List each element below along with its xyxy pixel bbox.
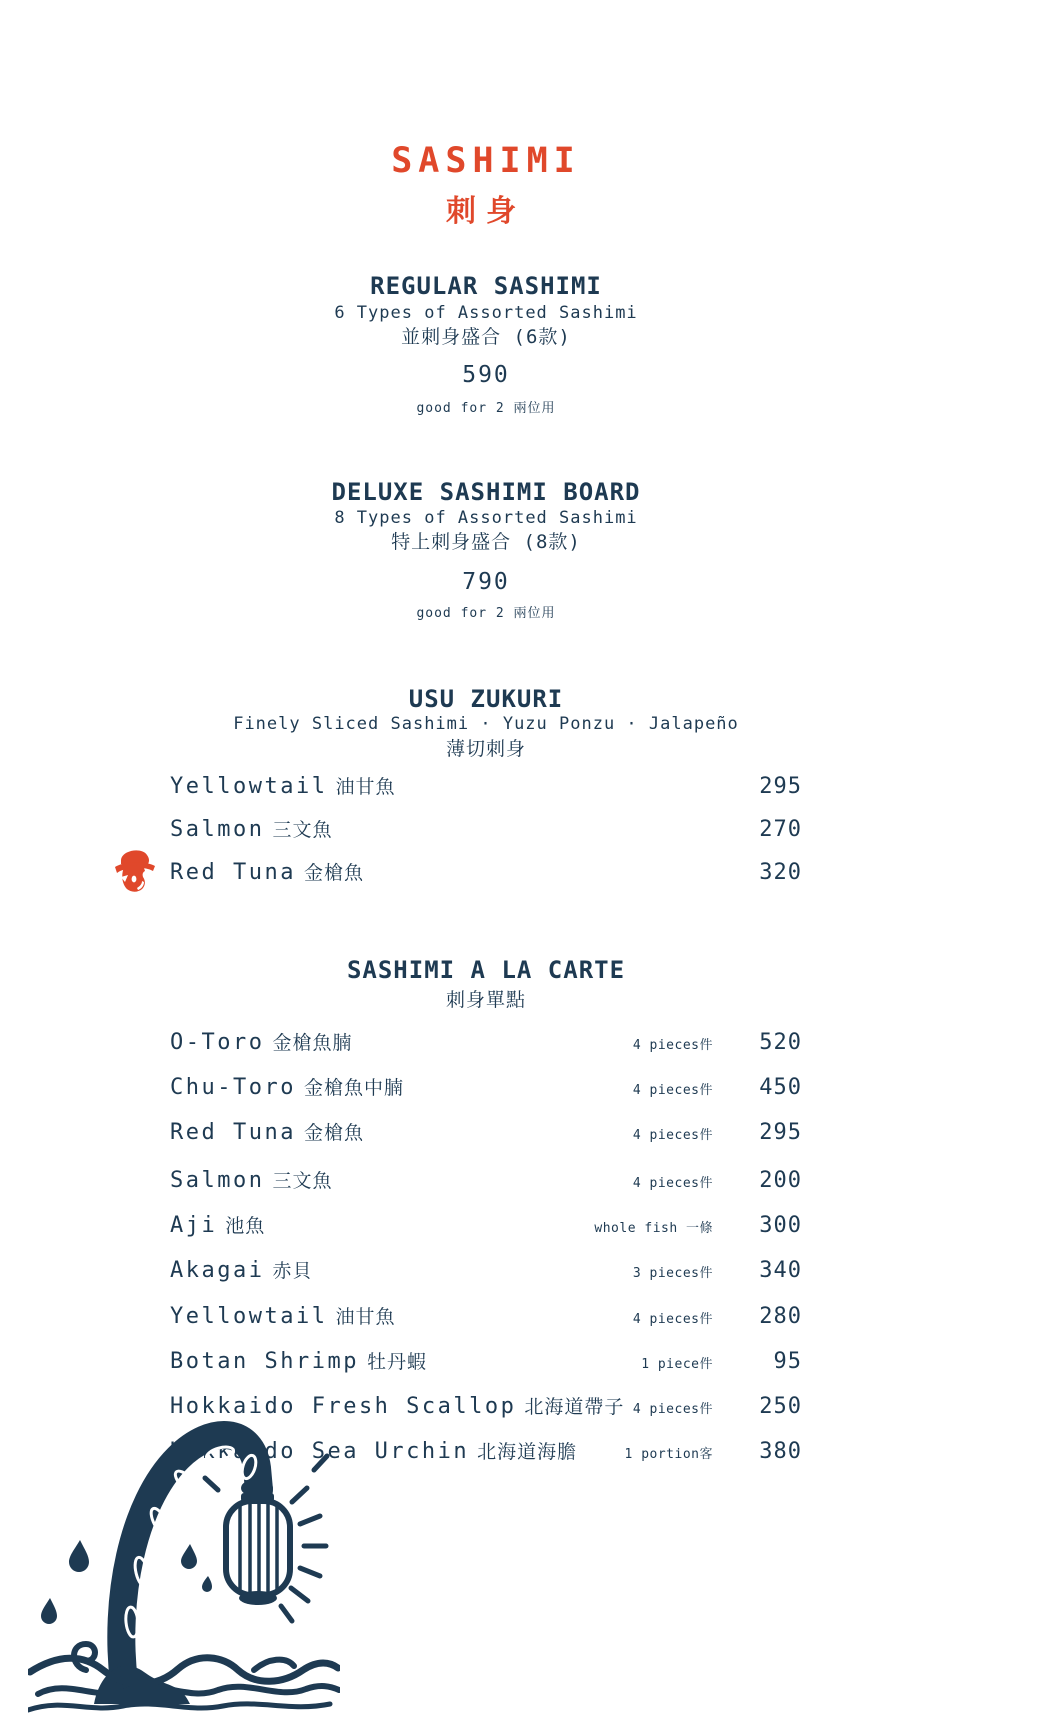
item-price: 450	[759, 1075, 802, 1100]
item-name-en: Chu-Toro	[170, 1075, 296, 1100]
menu-item-akagai	[170, 1256, 802, 1283]
item-name-en: Salmon	[170, 1168, 265, 1193]
item-name-en: Akagai	[170, 1258, 265, 1283]
item-unit: 4 pieces件	[632, 1038, 713, 1053]
section-deluxe-subtitle: 8 Types of Assorted Sashimi	[334, 508, 638, 528]
item-name-en: Red Tuna	[170, 860, 296, 885]
item-price: 300	[759, 1213, 802, 1238]
item-name-en: Hokkaido Sea Urchin	[170, 1439, 470, 1464]
item-price: 295	[759, 774, 802, 799]
item-name	[170, 1211, 594, 1238]
item-name-cjk: 池魚	[225, 1215, 266, 1237]
item-name	[170, 1347, 641, 1374]
item-name-cjk: 三文魚	[272, 819, 333, 841]
section-regular-price: 590	[462, 362, 510, 388]
item-price: 270	[759, 817, 802, 842]
section-regular-subtitle-cjk: 並刺身盛合 (6款)	[401, 326, 571, 348]
section-deluxe-heading: DELUXE SASHIMI BOARD	[331, 478, 641, 506]
item-unit: 1 portion客	[624, 1447, 713, 1462]
menu-item-red-tuna-usuzukuri	[170, 858, 802, 885]
item-name-cjk: 油甘魚	[335, 1306, 396, 1328]
item-unit: 1 piece件	[641, 1357, 713, 1372]
item-name-cjk: 北海道海膽	[477, 1441, 578, 1463]
item-name	[170, 1302, 633, 1329]
item-price: 200	[759, 1168, 802, 1193]
item-unit: 4 pieces件	[632, 1128, 713, 1143]
section-usuzukuri-subtitle: Finely Sliced Sashimi · Yuzu Ponzu · Jalapeño	[233, 714, 739, 734]
item-unit: 4 pieces件	[632, 1176, 713, 1191]
item-price: 250	[759, 1394, 802, 1419]
item-name-cjk: 金槍魚	[303, 1122, 364, 1144]
section-regular-heading: REGULAR SASHIMI	[370, 272, 602, 300]
item-price: 380	[759, 1439, 802, 1464]
section-alacarte-heading: SASHIMI A LA CARTE	[346, 956, 626, 984]
item-unit: 4 pieces件	[632, 1402, 713, 1417]
section-alacarte-subtitle-cjk: 刺身單點	[445, 989, 526, 1011]
item-name-cjk: 三文魚	[272, 1170, 333, 1192]
menu-item-botan-shrimp	[170, 1347, 802, 1374]
section-deluxe-subtitle-cjk: 特上刺身盛合 (8款)	[391, 531, 581, 553]
item-price: 520	[759, 1030, 802, 1055]
item-name-cjk: 赤貝	[272, 1260, 313, 1282]
item-name	[170, 1118, 633, 1145]
item-name-en: Hokkaido Fresh Scallop	[170, 1394, 517, 1419]
item-name-en: Salmon	[170, 817, 265, 842]
item-unit: 4 pieces件	[632, 1312, 713, 1327]
menu-item-salmon	[170, 1166, 802, 1193]
section-usuzukuri-subtitle-cjk: 薄切刺身	[445, 738, 526, 760]
menu-item-aji	[170, 1211, 802, 1238]
item-name-cjk: 金槍魚	[303, 862, 364, 884]
item-name-en: Botan Shrimp	[170, 1349, 359, 1374]
item-name-cjk: 油甘魚	[335, 776, 396, 798]
item-price: 340	[759, 1258, 802, 1283]
item-name	[170, 1028, 633, 1055]
section-deluxe-note: good for 2 兩位用	[416, 606, 556, 621]
item-name-en: O-Toro	[170, 1030, 265, 1055]
section-regular-subtitle: 6 Types of Assorted Sashimi	[334, 303, 638, 323]
item-name	[170, 772, 732, 799]
item-name	[170, 1256, 633, 1283]
page-title: SASHIMI	[391, 141, 581, 181]
lantern-in-waves-illustration	[28, 1372, 340, 1713]
item-unit: 3 pieces件	[632, 1266, 713, 1281]
item-price: 280	[759, 1304, 802, 1329]
menu-item-o-toro	[170, 1028, 802, 1055]
menu-item-yellowtail	[170, 1302, 802, 1329]
item-unit: 4 pieces件	[632, 1083, 713, 1098]
page-title-cjk: 刺身	[446, 194, 526, 229]
menu-item-yellowtail-usuzukuri	[170, 772, 802, 799]
item-unit: whole fish 一條	[594, 1221, 713, 1236]
chef-head-icon	[112, 846, 158, 896]
item-name-cjk: 牡丹蝦	[366, 1351, 427, 1373]
item-name-en: Yellowtail	[170, 1304, 328, 1329]
item-name-cjk: 金槍魚腩	[272, 1032, 353, 1054]
item-name	[170, 1166, 633, 1193]
item-name-en: Yellowtail	[170, 774, 328, 799]
item-name-en: Aji	[170, 1213, 218, 1238]
item-name-cjk: 金槍魚中腩	[303, 1077, 404, 1099]
item-price: 295	[759, 1120, 802, 1145]
menu-item-salmon-usuzukuri	[170, 815, 802, 842]
section-usuzukuri-heading: USU ZUKURI	[408, 685, 564, 713]
item-name-en: Red Tuna	[170, 1120, 296, 1145]
item-price: 95	[773, 1349, 802, 1374]
item-price: 320	[759, 860, 802, 885]
menu-item-red-tuna	[170, 1118, 802, 1145]
item-name	[170, 858, 732, 885]
item-name	[170, 1073, 633, 1100]
section-regular-note: good for 2 兩位用	[416, 401, 556, 416]
menu-item-chu-toro	[170, 1073, 802, 1100]
item-name	[170, 815, 732, 842]
item-name-cjk: 北海道帶子	[524, 1396, 625, 1418]
section-deluxe-price: 790	[462, 569, 510, 595]
